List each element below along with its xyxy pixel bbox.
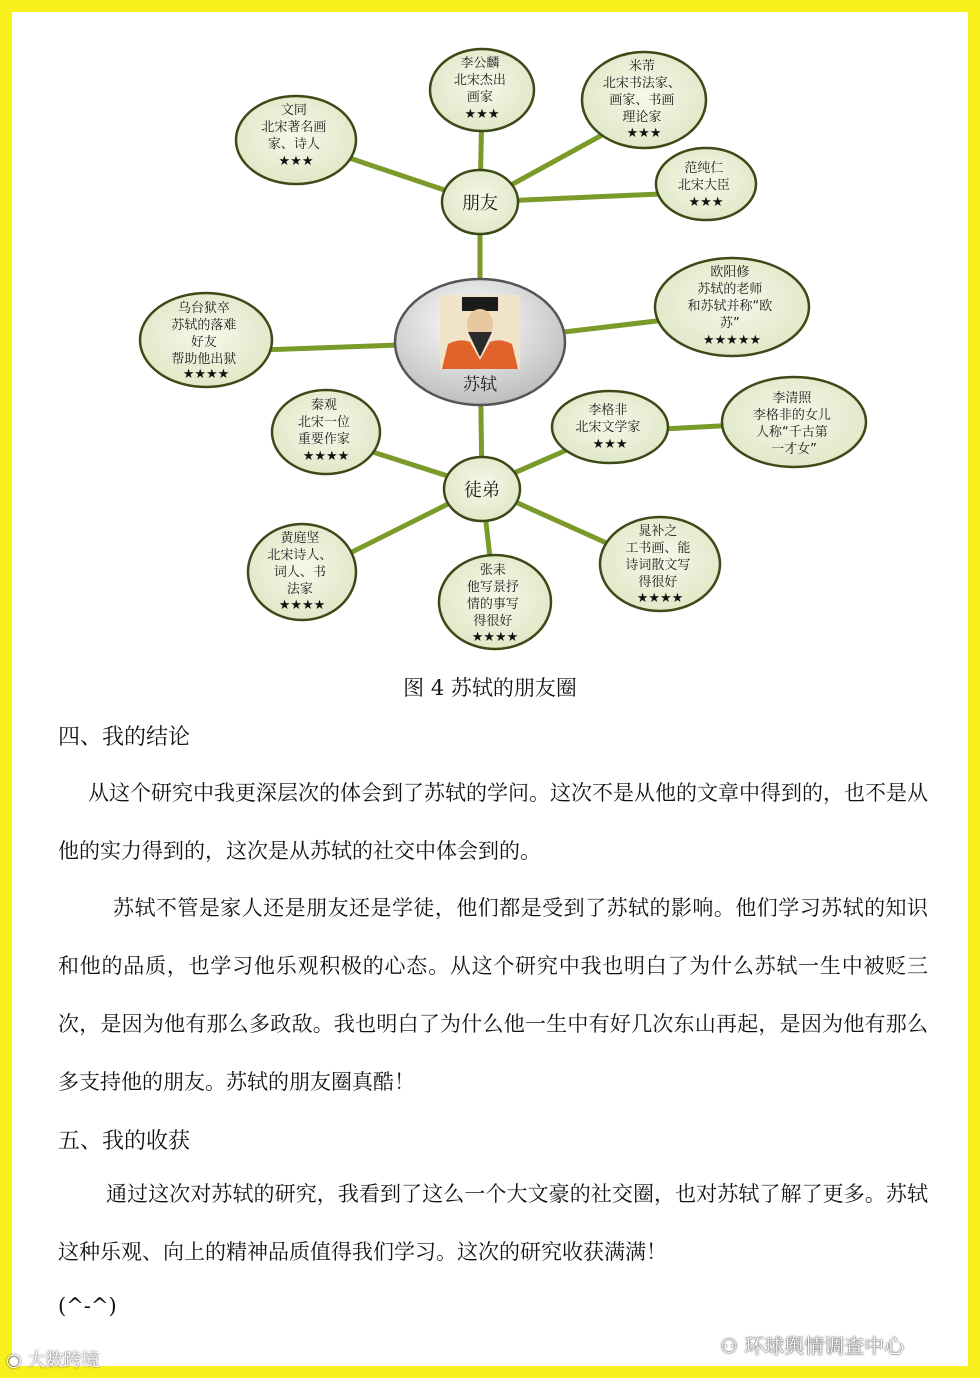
svg-text:李清照 李格非的女儿 人称“: 李清照 李格非的女儿 人称“千古第 一才女”: [752, 391, 831, 457]
svg-text:乌台狱卒 苏轼的落难 好友: 乌台狱卒 苏轼的落难 好友 帮助他出狱 ★★★★: [171, 301, 237, 382]
center-node-sushi: [395, 279, 565, 405]
hub-friends: [442, 170, 518, 234]
node-wutai-jailer: [140, 293, 272, 387]
node-liqingzhao: [722, 377, 866, 467]
svg-text:黄庭坚 北宋诗人、 词人、书: 黄庭坚 北宋诗人、 词人、书 法家 ★★★★: [267, 531, 333, 613]
node-ligonglin: [430, 49, 534, 131]
node-ligefei: [552, 391, 668, 463]
section4-heading: 四、我的结论: [58, 725, 191, 750]
section4-paragraph-2: 苏轼不管是家人还是朋友还是学徒，他们都是受到了苏轼的影响。他们学习苏轼的知识和他的品质，也学习他乐观积极的心态。从这个研究中我也明白了为什么苏轼一生中被贬三次，是因为他有那么多政敌。我也明白了为什么他一生中有好几次东山再起，是因为他有那么多支持他的朋友。苏轼的朋友圈真酷！: [58, 896, 928, 1094]
node-zhanglei: [439, 555, 551, 649]
section5-paragraph-1: 通过这次对苏轼的研究，我看到了这么一个大文豪的社交圈，也对苏轼了解了更多。苏轼这种乐观、向上的精神品质值得我们学习。这次的研究收获满满！: [58, 1182, 928, 1264]
page: [12, 12, 968, 1366]
figure-caption: 图 4 苏轼的朋友圈: [403, 676, 577, 700]
hub-disciples-label: 徒弟: [464, 480, 500, 501]
svg-text:米芾 北宋书法家、 画家、书: 米芾 北宋书法家、 画家、书画 理论家 ★★★: [602, 59, 681, 141]
section5-heading: 五、我的收获: [58, 1129, 191, 1154]
svg-text:文同 北宋著名画 家、诗人: 文同 北宋著名画 家、诗人 ★★★: [261, 103, 327, 169]
weibo-icon: ◉: [6, 1350, 28, 1371]
svg-text:秦观 北宋一位 重要作家: 秦观 北宋一位 重要作家 ★★★★: [297, 398, 350, 464]
node-mifu: [582, 52, 706, 148]
section4-paragraph-1: 从这个研究中我更深层次的体会到了苏轼的学问。这次不是从他的文章中得到的，也不是从他的实力得到的，这次是从苏轼的社交中体会到的。: [58, 781, 928, 863]
sushi-portrait: [440, 295, 520, 369]
node-ouyangxiu: [655, 258, 809, 356]
friend-circle-diagram: [12, 12, 968, 662]
node-fanchunren: [656, 148, 756, 220]
center-name: 苏轼: [463, 375, 497, 395]
svg-text:张耒 他写景抒 情的事写: 张耒 他写景抒 情的事写 得很好 ★★★★: [466, 563, 519, 645]
svg-text:李公麟 北宋杰出 画家: 李公麟 北宋杰出 画家 ★★★: [453, 56, 506, 122]
node-huangtingjian: [248, 524, 356, 620]
hub-friends-label: 朋友: [462, 193, 498, 214]
hub-disciples: [444, 457, 520, 521]
wechat-icon: ⚇: [720, 1334, 745, 1358]
svg-text:范纯仁 北宋大臣 ★★★: 范纯仁 北宋大臣 ★★★: [677, 161, 730, 210]
node-wentong: [236, 96, 356, 184]
emoticon: (^-^): [58, 1294, 117, 1318]
watermark-left: ◉ 大数跨境: [6, 1350, 100, 1371]
svg-text:欧阳修 苏轼的老师 和苏轼并: 欧阳修 苏轼的老师 和苏轼并称“欧 苏” ★★★★★: [687, 265, 773, 348]
svg-text:晁补之 工书画、能 诗词散文: 晁补之 工书画、能 诗词散文写 得很好 ★★★★: [625, 524, 691, 606]
node-qinguan: [272, 390, 380, 474]
node-chaobuzhi: [600, 517, 720, 611]
svg-text:李格非 北宋文学家 ★★★: 李格非 北宋文学家 ★★★: [575, 403, 641, 452]
watermark-right: ⚇ 环球舆情调查中心: [720, 1334, 905, 1358]
